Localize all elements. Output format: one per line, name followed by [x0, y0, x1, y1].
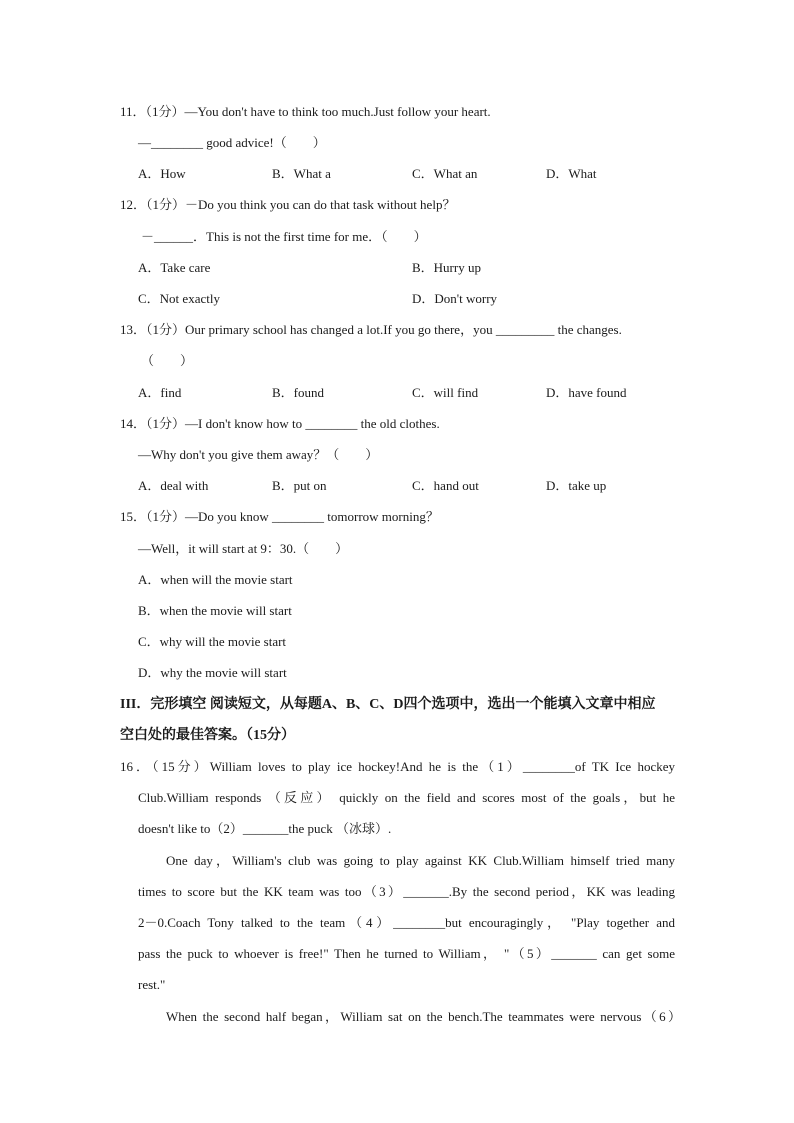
q16-passage-line-2: Club.William responds （反应） quickly on the field and scores most of the goals，but he — [138, 790, 675, 805]
q16-passage-line-5: times to score but the KK team was too（3）_______.By the second period，KK was leading — [138, 884, 676, 899]
q16-passage-line-6: 2－0.Coach Tony talked to the team（4）________but encouragingly， "Play together and — [138, 915, 675, 930]
q14-option-a: A．deal with — [138, 478, 209, 493]
q16-passage-line-4: One day，William's club was going to play against KK Club.William himself tried many — [166, 853, 675, 868]
q16-passage-line-3: doesn't like to（2）_______the puck （冰球）. — [138, 821, 392, 836]
q16-passage-line-9: When the second half began，William sat on the bench.The teammates were nervous（6） — [166, 1009, 681, 1024]
q12-option-d: D．Don't worry — [412, 291, 498, 306]
q16-passage-line-7: pass the puck to whoever is free!" Then he turned to William， "（5）_______ can get some — [138, 946, 675, 961]
q12-stem: 12．（1分）－Do you think you can do that task without help？ — [120, 197, 456, 212]
q11-option-b: B．What a — [272, 166, 331, 181]
q12-answer-line: －______．This is not the first time for me．（ ） — [141, 229, 427, 244]
q16-passage-line-1: 16．（15分）William loves to play ice hockey!And he is the（1）________of TK Ice hockey — [120, 759, 675, 774]
q11-option-c: C．What an — [412, 166, 478, 181]
q14-option-b: B．put on — [272, 478, 327, 493]
q11-option-a: A．How — [138, 166, 186, 181]
q15-option-b: B．when the movie will start — [138, 603, 292, 618]
q12-option-b: B．Hurry up — [412, 260, 481, 275]
q13-option-a: A．find — [138, 385, 182, 400]
q12-option-c: C．Not exactly — [138, 291, 220, 306]
q13-option-c: C．will find — [412, 385, 479, 400]
q14-stem: 14．（1分）—I don't know how to ________ the old clothes. — [120, 416, 440, 431]
q11-stem: 11．（1分）—You don't have to think too much.Just follow your heart. — [120, 104, 491, 119]
q11-option-d: D．What — [546, 166, 597, 181]
q15-stem: 15．（1分）—Do you know ________ tomorrow morning？ — [120, 509, 439, 524]
q15-option-a: A．when will the movie start — [138, 572, 293, 587]
q13-option-d: D．have found — [546, 385, 627, 400]
q13-stem: 13．（1分）Our primary school has changed a lot.If you go there，you _________ the changes. — [120, 322, 622, 337]
q11-answer-line: —________ good advice!（ ） — [138, 135, 326, 150]
q15-option-d: D．why the movie will start — [138, 665, 287, 680]
q15-answer-line: —Well，it will start at 9：30.（ ） — [138, 541, 349, 556]
q15-option-c: C．why will the movie start — [138, 634, 287, 649]
section-heading-line2: 空白处的最佳答案。（15分） — [120, 728, 295, 743]
section-heading-line1: III．完形填空 阅读短文，从每题A、B、C、D四个选项中，选出一个能填入文章中相应 — [120, 697, 656, 712]
q12-option-a: A．Take care — [138, 260, 211, 275]
q13-option-b: B．found — [272, 385, 325, 400]
q16-passage-line-8: rest." — [138, 977, 166, 992]
q14-option-d: D．take up — [546, 478, 607, 493]
q14-answer-line: —Why don't you give them away？（ ） — [138, 447, 379, 462]
q13-bracket: （ ） — [141, 353, 194, 368]
q14-option-c: C．hand out — [412, 478, 479, 493]
